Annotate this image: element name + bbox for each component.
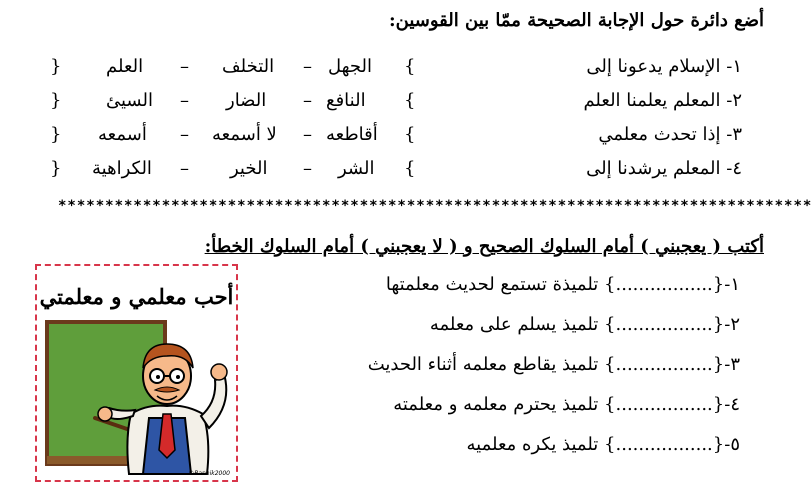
option-2[interactable]: لا أسمعه bbox=[212, 124, 277, 145]
option-2[interactable]: التخلف bbox=[222, 56, 275, 77]
behavior-item bbox=[368, 354, 740, 375]
picture-frame bbox=[35, 264, 238, 482]
question-text: ٣- إذا تحدث معلمي bbox=[598, 124, 742, 145]
item-number: ٢- bbox=[724, 314, 740, 335]
option-1[interactable]: الشر bbox=[338, 158, 375, 179]
dash: – bbox=[180, 158, 189, 179]
dash: – bbox=[303, 124, 312, 145]
brace-open: { bbox=[404, 158, 416, 179]
question-text: ٤- المعلم يرشدنا إلى bbox=[586, 158, 742, 179]
dash: – bbox=[303, 158, 312, 179]
brace-open: { bbox=[404, 56, 416, 77]
picture-caption: أحب معلمي و معلمتي bbox=[39, 284, 234, 309]
answer-blank[interactable]: {.................} bbox=[604, 274, 725, 295]
artist-mark: ©Bannik2000 bbox=[188, 470, 230, 477]
option-1[interactable]: الجهل bbox=[328, 56, 373, 77]
teacher-illustration-icon bbox=[45, 318, 231, 474]
option-3[interactable]: السيئ bbox=[106, 90, 153, 111]
option-2[interactable]: الخير bbox=[230, 158, 268, 179]
answer-blank[interactable]: {.................} bbox=[604, 394, 725, 415]
section1-heading: أضع دائرة حول الإجابة الصحيحة ممّا بين القوسين: bbox=[388, 10, 764, 31]
option-3[interactable]: أسمعه bbox=[98, 124, 147, 145]
question-row bbox=[0, 158, 780, 188]
item-text: تلميذ يحترم معلمه و معلمته bbox=[393, 394, 599, 415]
brace-close: } bbox=[50, 158, 62, 179]
item-number: ٤- bbox=[724, 394, 740, 415]
item-text: تلميذة تستمع لحديث معلمتها bbox=[385, 274, 599, 295]
item-text: تلميذ يكره معلميه bbox=[466, 434, 599, 455]
behavior-item bbox=[386, 274, 740, 295]
brace-open: { bbox=[404, 90, 416, 111]
question-text: ١- الإسلام يدعونا إلى bbox=[586, 56, 742, 77]
section2-heading: أكتب ( يعجبني ) أمام السلوك الصحيح و ( لا يعجبني ) أمام السلوك الخطأ: bbox=[204, 236, 764, 257]
item-number: ٣- bbox=[724, 354, 740, 375]
item-text: تلميذ يقاطع معلمه أثناء الحديث bbox=[367, 354, 599, 375]
answer-blank[interactable]: {.................} bbox=[604, 354, 725, 375]
dash: – bbox=[180, 90, 189, 111]
brace-open: { bbox=[404, 124, 416, 145]
item-number: ١- bbox=[724, 274, 740, 295]
answer-blank[interactable]: {.................} bbox=[604, 434, 725, 455]
question-row bbox=[0, 90, 780, 120]
brace-close: } bbox=[50, 90, 62, 111]
item-text: تلميذ يسلم على معلمه bbox=[429, 314, 599, 335]
dash: – bbox=[303, 56, 312, 77]
asterisk-separator: ******************************************************************************** bbox=[58, 198, 812, 214]
question-text: ٢- المعلم يعلمنا العلم bbox=[583, 90, 742, 111]
brace-close: } bbox=[50, 124, 62, 145]
question-row bbox=[0, 124, 780, 154]
option-1[interactable]: أقاطعه bbox=[326, 124, 378, 145]
answer-blank[interactable]: {.................} bbox=[604, 314, 725, 335]
question-row bbox=[0, 56, 780, 86]
behavior-item bbox=[430, 314, 740, 335]
dash: – bbox=[180, 56, 189, 77]
dash: – bbox=[180, 124, 189, 145]
option-2[interactable]: الضار bbox=[226, 90, 267, 111]
option-3[interactable]: العلم bbox=[106, 56, 144, 77]
behavior-item bbox=[393, 394, 740, 415]
brace-close: } bbox=[50, 56, 62, 77]
option-1[interactable]: النافع bbox=[326, 90, 366, 111]
dash: – bbox=[303, 90, 312, 111]
option-3[interactable]: الكراهية bbox=[92, 158, 152, 179]
behavior-item bbox=[467, 434, 740, 455]
item-number: ٥- bbox=[724, 434, 740, 455]
